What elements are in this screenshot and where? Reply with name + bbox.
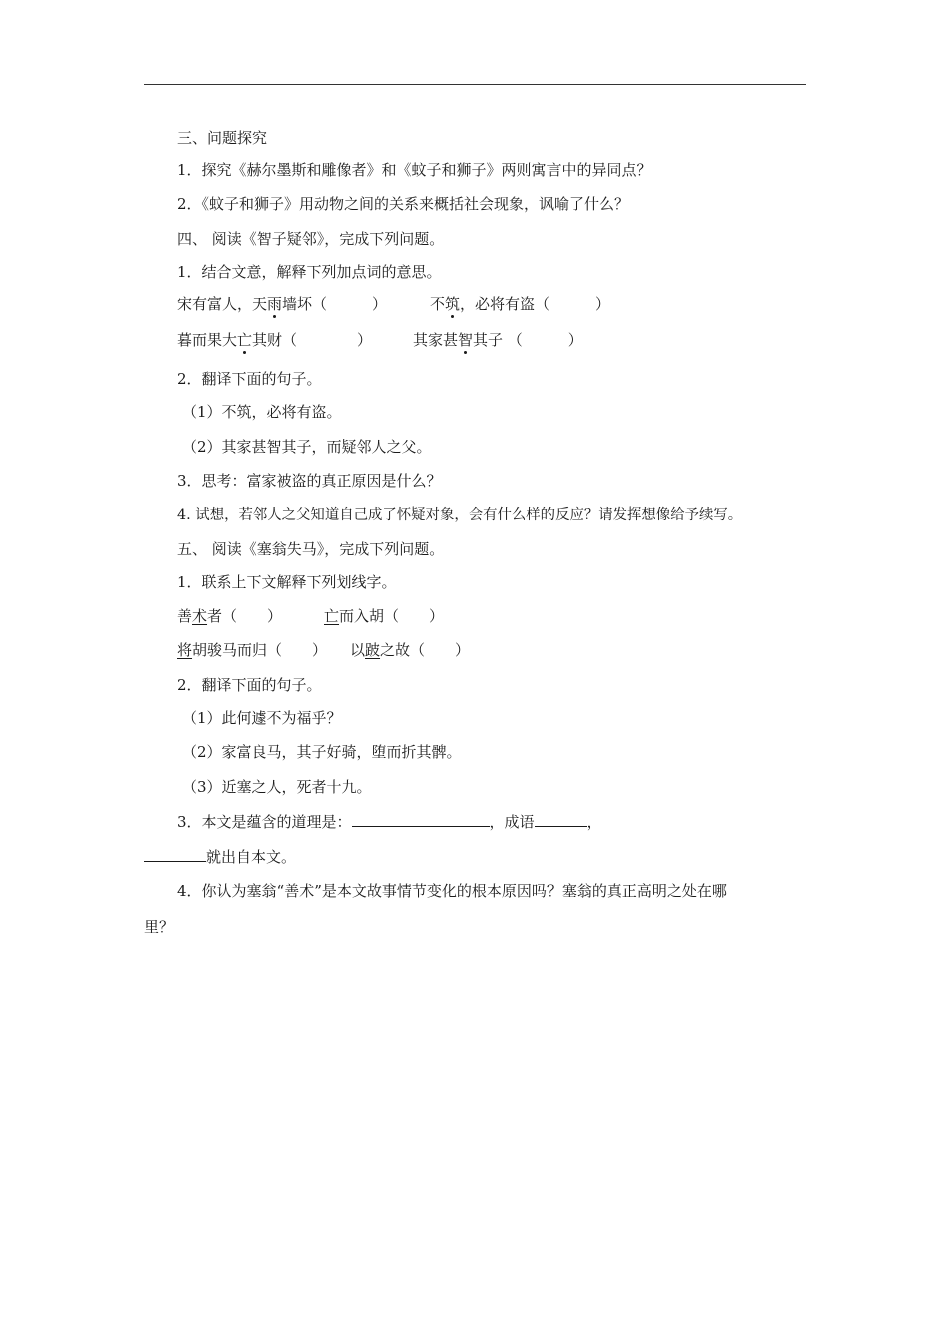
- section-5-question-3-continuation: 就出自本文。: [144, 847, 296, 867]
- section-5-question-2-2: （2）家富良马，其子好骑，堕而折其髀。: [182, 743, 462, 761]
- section-5-question-2-1: （1）此何遽不为福乎？: [182, 709, 342, 727]
- underlined-word-row-2: [177, 640, 471, 660]
- section-4-question-4: 4. 试想，若邻人之父知道自己成了怀疑对象，会有什么样的反应？请发挥想像给予续写。: [177, 507, 743, 523]
- underlined-item-4: 以跛之故（ ）: [350, 641, 471, 659]
- answer-blank-idiom-continued[interactable]: [144, 847, 206, 862]
- section-3-question-1: 1．探究《赫尔墨斯和雕像者》和《蚊子和狮子》两则寓言中的异同点？: [177, 161, 652, 179]
- section-4-question-2-1: （1）不筑，必将有盗。: [182, 403, 342, 421]
- dotted-item-3: 暮而果大亡其财（ ）: [177, 331, 373, 349]
- section-5-question-4-line-2: 里？: [144, 918, 175, 936]
- section-5-question-1: 1．联系上下文解释下列划线字。: [177, 573, 397, 591]
- underlined-item-3: 将胡骏马而归（ ）: [177, 641, 328, 659]
- dotted-item-4: 其家甚智其子 （ ）: [413, 331, 583, 349]
- section-5-question-2: 2．翻译下面的句子。: [177, 676, 322, 694]
- section-3-heading: 三、问题探究: [177, 129, 268, 147]
- section-5-heading: 五、 阅读《塞翁失马》，完成下列问题。: [177, 540, 445, 558]
- section-5-question-2-3: （3）近塞之人，死者十九。: [182, 778, 372, 796]
- dotted-word-row-2: [177, 330, 583, 350]
- underlined-item-1: 善术者（ ）: [177, 607, 283, 625]
- underlined-item-2: 亡而入胡（ ）: [324, 607, 445, 625]
- dotted-word-row-1: [177, 294, 611, 314]
- section-5-question-3: 3．本文是蕴含的道理是： ，成语 ，: [177, 813, 602, 831]
- section-4-question-1: 1．结合文意，解释下列加点词的意思。: [177, 263, 442, 281]
- underlined-word-row-1: [177, 606, 445, 626]
- answer-blank-principle[interactable]: [352, 812, 490, 827]
- dotted-item-2: 不筑，必将有盗（ ）: [430, 295, 611, 313]
- answer-blank-idiom[interactable]: [535, 812, 587, 827]
- section-3-question-2: 2．《蚊子和狮子》用动物之间的关系来概括社会现象，讽喻了什么？: [177, 195, 630, 213]
- section-5-question-4-line-1: 4．你认为塞翁“善术”是本文故事情节变化的根本原因吗？塞翁的真正高明之处在哪: [177, 882, 727, 900]
- section-4-question-2-2: （2）其家甚智其子，而疑邻人之父。: [182, 438, 432, 456]
- section-4-heading: 四、 阅读《智子疑邻》，完成下列问题。: [177, 230, 445, 248]
- dotted-item-1: 宋有富人，天雨墙坏（ ）: [177, 295, 388, 313]
- header-rule: [144, 84, 806, 85]
- section-4-question-3: 3．思考：富家被盗的真正原因是什么？: [177, 472, 442, 490]
- section-4-question-2: 2．翻译下面的句子。: [177, 370, 322, 388]
